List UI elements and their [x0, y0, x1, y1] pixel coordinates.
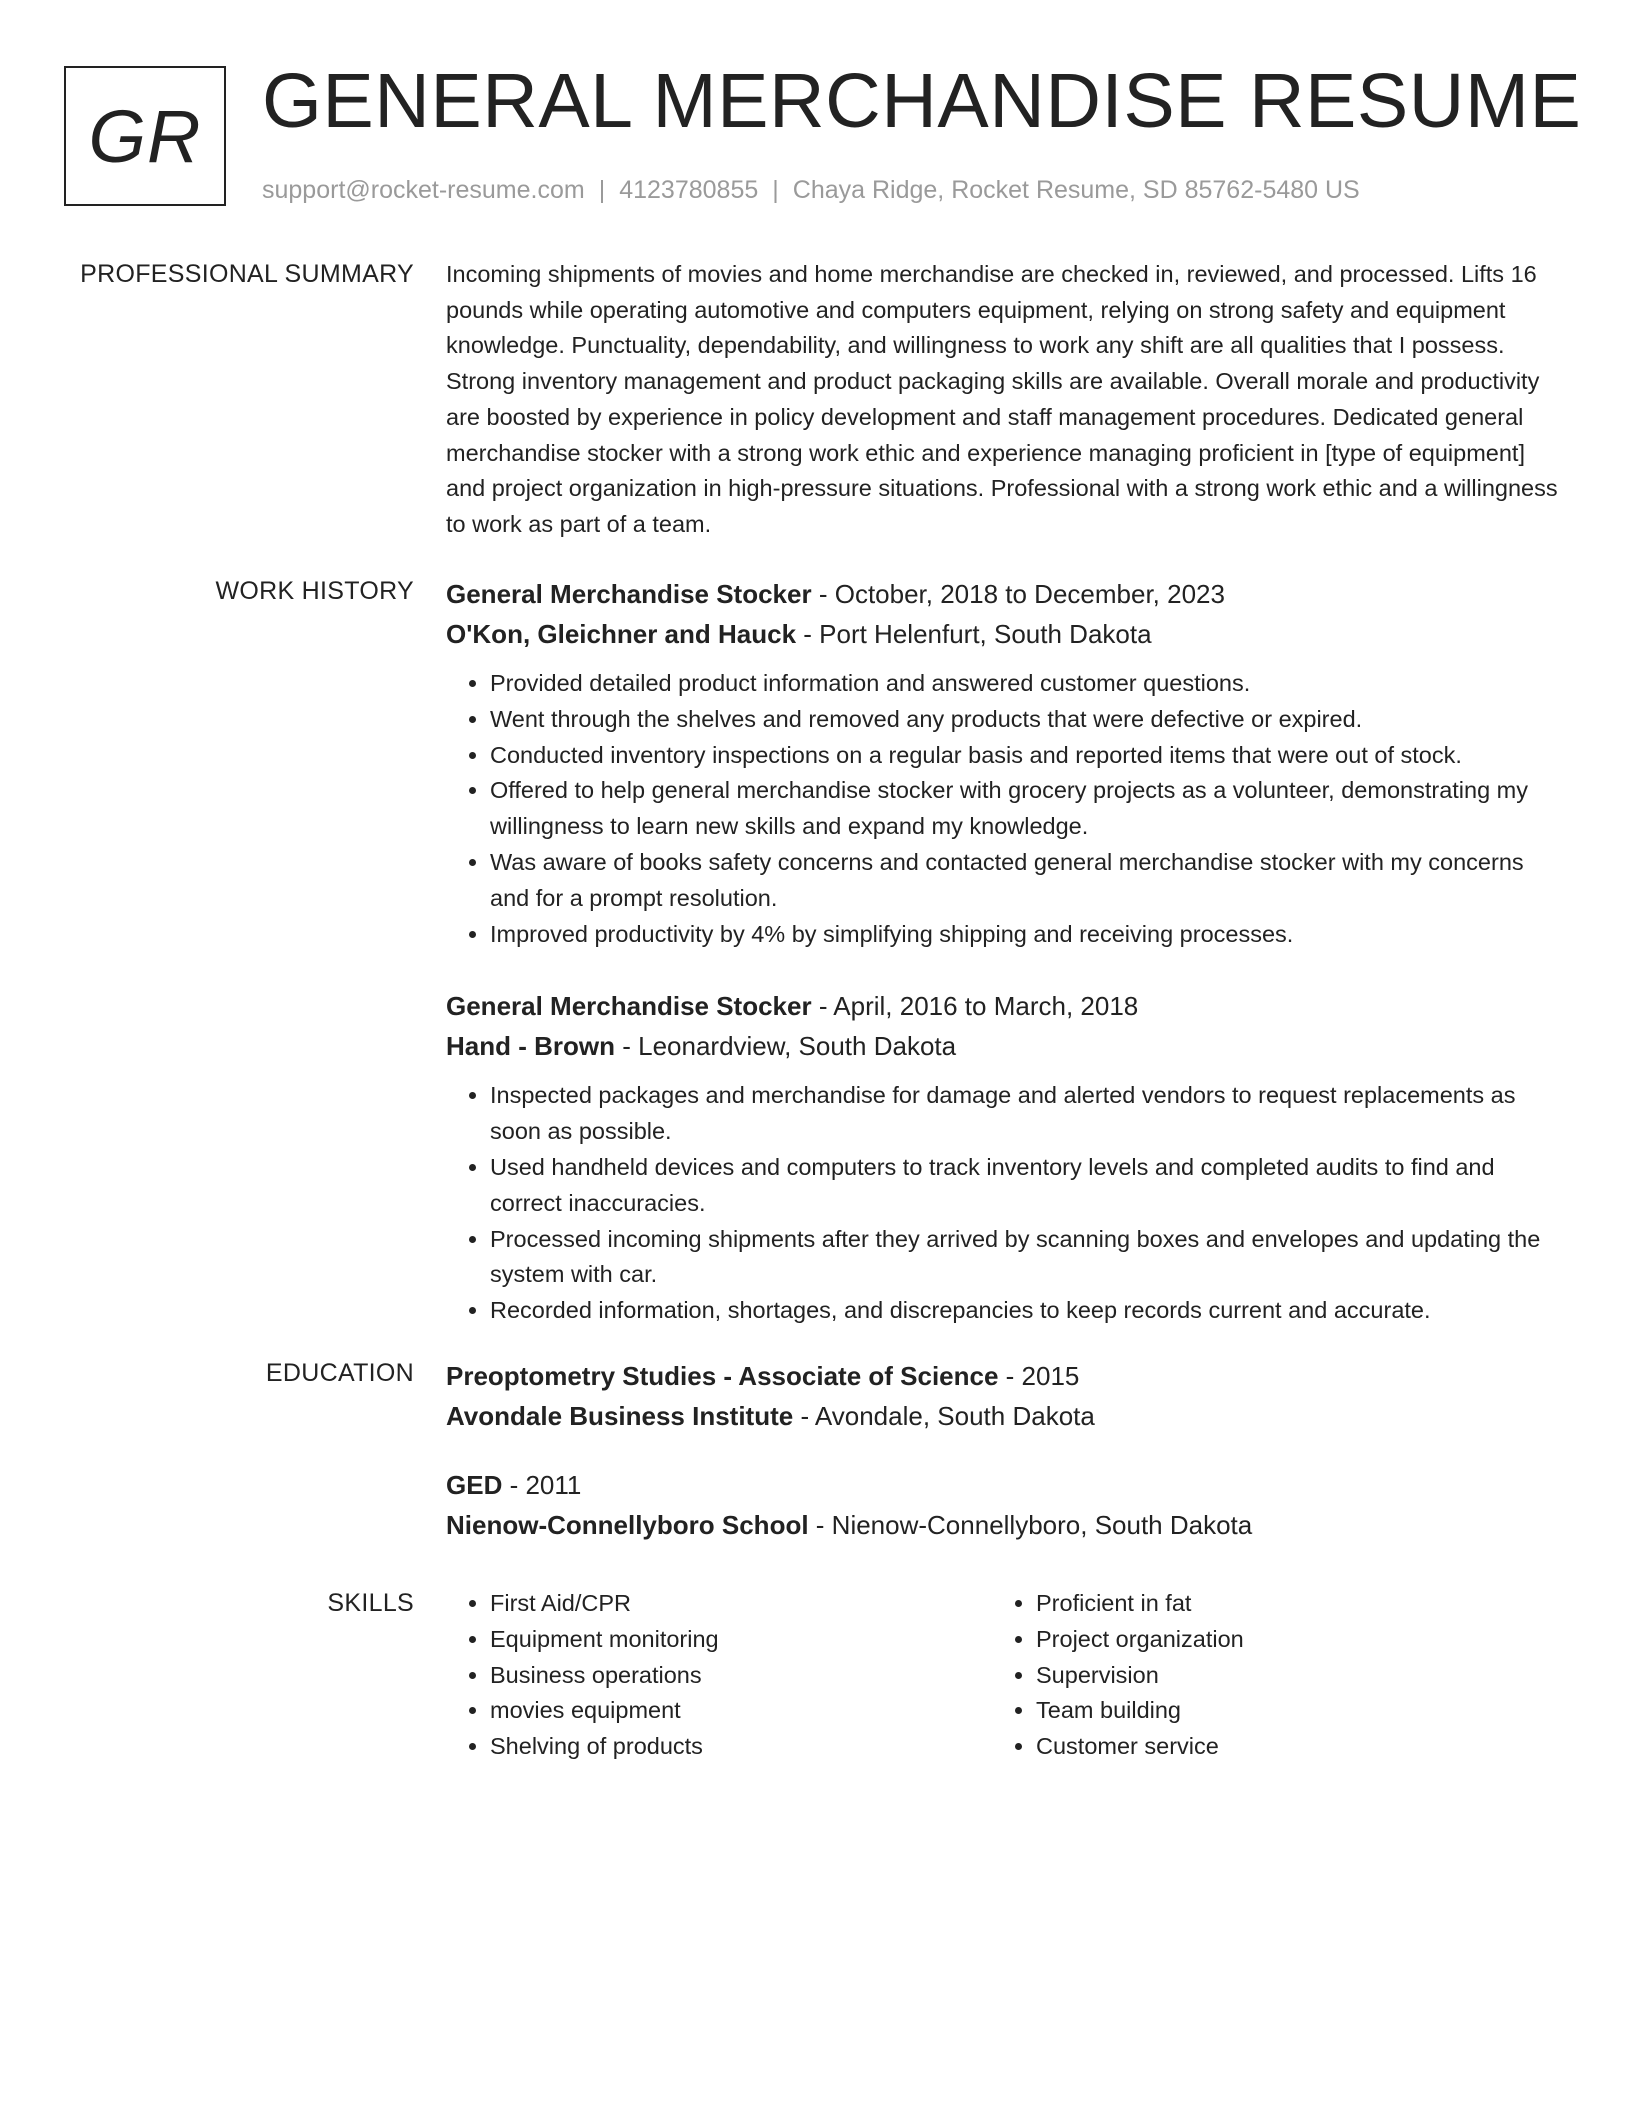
school-name: Nienow-Connellyboro School — [446, 1510, 809, 1540]
job-company: O'Kon, Gleichner and Hauck — [446, 619, 797, 649]
contact-separator: | — [772, 176, 779, 204]
skills-list-left — [446, 1586, 992, 1765]
skills-body — [446, 1586, 1566, 1765]
section-label-skills: SKILLS — [327, 1589, 414, 1617]
skill-item: • Customer service — [1036, 1729, 1538, 1765]
skill-item: • movies equipment — [490, 1693, 992, 1729]
monogram-initials: GR — [88, 94, 202, 178]
degree-line — [446, 1465, 1566, 1505]
school-line — [446, 1505, 1566, 1545]
job-company-line — [446, 1026, 1566, 1066]
skill-item: • First Aid/CPR — [490, 1586, 992, 1622]
skills-columns — [446, 1586, 1566, 1765]
list-item: • Provided detailed product information and answered customer questions. — [490, 666, 1566, 702]
degree-year: - 2015 — [998, 1361, 1080, 1391]
list-item: • Offered to help general merchandise stocker with grocery projects as a volunteer, demonstrating my willingness to learn new skills and expand my knowledge. — [490, 773, 1566, 845]
job-title-line — [446, 986, 1566, 1026]
list-item: • Conducted inventory inspections on a regular basis and reported items that were out of stock. — [490, 738, 1566, 774]
job-bullets — [446, 1078, 1566, 1329]
summary-text: Incoming shipments of movies and home merchandise are checked in, reviewed, and processed. Lifts 16 pounds while operating automotive and computers equipment, relying on strong safety and equipment knowledge. Punctuality, dependability, and willingness to work any shift are all qualities that I possess. Strong inventory management and product packaging skills are available. Overall morale and productivity are boosted by experience in policy development and staff management procedures. Dedicated general merchandise stocker with a strong work ethic and experience managing proficient in [type of equipment] and project organization in high-pressure situations. Professional with a strong work ethic and a willingness to work as part of a team. — [446, 261, 1558, 537]
monogram-box — [64, 66, 226, 206]
skill-item: • Supervision — [1036, 1658, 1538, 1694]
contact-separator: | — [598, 176, 606, 204]
section-label-education: EDUCATION — [265, 1359, 414, 1387]
contact-phone: 4123780855 — [619, 176, 759, 204]
skills-list-right — [992, 1586, 1538, 1765]
skill-item: • Proficient in fat — [1036, 1586, 1538, 1622]
list-item: • Went through the shelves and removed any products that were defective or expired. — [490, 702, 1566, 738]
job-entry — [446, 574, 1566, 952]
education-body — [446, 1356, 1566, 1545]
education-entry — [446, 1356, 1566, 1436]
section-label-work: WORK HISTORY — [215, 577, 414, 605]
school-line — [446, 1396, 1566, 1436]
job-title: General Merchandise Stocker — [446, 579, 812, 609]
job-company-line — [446, 614, 1566, 654]
skill-item: • Shelving of products — [490, 1729, 992, 1765]
job-company: Hand - Brown — [446, 1031, 615, 1062]
degree-name: Preoptometry Studies - Associate of Science — [446, 1361, 999, 1391]
job-title: General Merchandise Stocker — [446, 991, 812, 1022]
contact-address: Chaya Ridge, Rocket Resume, SD 85762-5480 US — [792, 176, 1360, 204]
list-item: • Recorded information, shortages, and discrepancies to keep records current and accurate. — [490, 1293, 1566, 1329]
skill-item: • Project organization — [1036, 1622, 1538, 1658]
job-title-line — [446, 574, 1566, 614]
job-dates: - April, 2016 to March, 2018 — [811, 991, 1139, 1022]
work-body — [446, 574, 1566, 1329]
degree-year: - 2011 — [502, 1470, 582, 1500]
school-location: - Nienow-Connellyboro, South Dakota — [808, 1510, 1253, 1540]
skill-item: • Team building — [1036, 1693, 1538, 1729]
list-item: • Was aware of books safety concerns and contacted general merchandise stocker with my concerns and for a prompt resolution. — [490, 845, 1566, 917]
job-dates: - October, 2018 to December, 2023 — [811, 579, 1225, 609]
skill-item: • Equipment monitoring — [490, 1622, 992, 1658]
skill-item: • Business operations — [490, 1658, 992, 1694]
job-bullets — [446, 666, 1566, 952]
resume-title: GENERAL MERCHANDISE RESUME — [262, 58, 1582, 144]
section-label-summary: PROFESSIONAL SUMMARY — [80, 260, 414, 288]
job-entry — [446, 986, 1566, 1329]
education-entry — [446, 1465, 1566, 1545]
list-item: • Processed incoming shipments after they arrived by scanning boxes and envelopes and updating the system with car. — [490, 1222, 1566, 1294]
contact-line — [262, 174, 1360, 206]
list-item: • Used handheld devices and computers to track inventory levels and completed audits to find and correct inaccuracies. — [490, 1150, 1566, 1222]
list-item: • Inspected packages and merchandise for damage and alerted vendors to request replacements as soon as possible. — [490, 1078, 1566, 1150]
contact-email: support@rocket-resume.com — [262, 176, 585, 204]
degree-line — [446, 1356, 1566, 1396]
school-name: Avondale Business Institute — [446, 1401, 794, 1431]
summary-body — [446, 257, 1566, 543]
degree-name: GED — [446, 1470, 503, 1500]
job-location: - Port Helenfurt, South Dakota — [796, 619, 1152, 649]
school-location: - Avondale, South Dakota — [793, 1401, 1095, 1431]
job-location: - Leonardview, South Dakota — [615, 1031, 957, 1062]
list-item: • Improved productivity by 4% by simplifying shipping and receiving processes. — [490, 917, 1566, 953]
